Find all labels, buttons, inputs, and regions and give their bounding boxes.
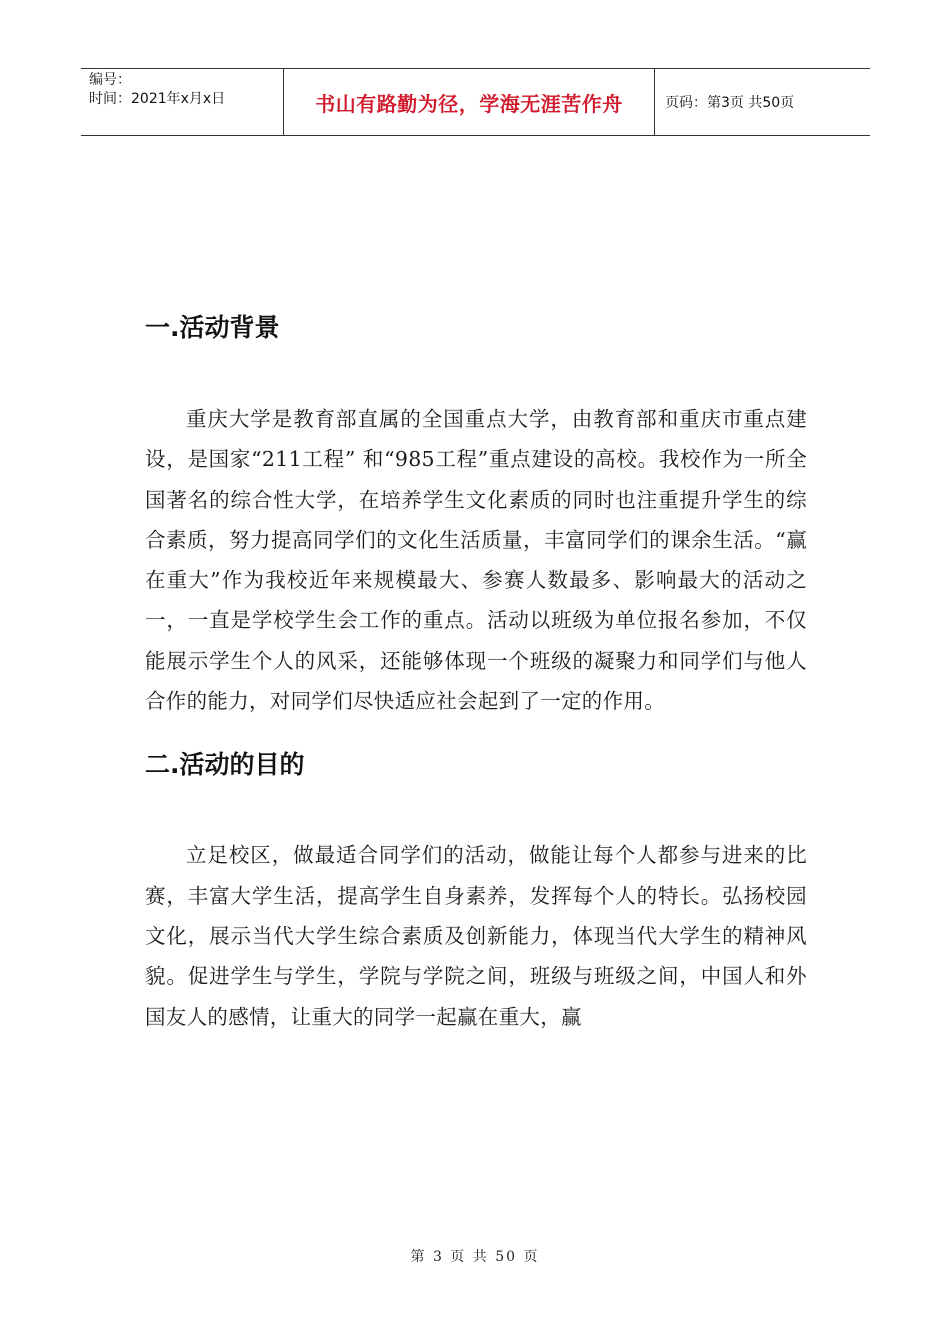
page-footer: 第 3 页 共 50 页 — [410, 1249, 540, 1265]
section-heading-background: 一.活动背景 — [145, 313, 280, 342]
document-header — [81, 68, 870, 136]
serial-number-label: 编号： — [89, 72, 131, 88]
header-motto: 书山有路勤为径，学海无涯苦作舟 — [283, 69, 655, 135]
header-meta — [81, 69, 283, 135]
date-label: 时间：2021年x月x日 — [89, 91, 226, 107]
header-page-info: 页码：第3页 共50页 — [665, 95, 795, 111]
section-heading-purpose: 二.活动的目的 — [145, 750, 305, 780]
section-paragraph-purpose: 立足校区，做最适合同学们的活动，做能让每个人都参与进来的比赛，丰富大学生活，提高学生自身素养，发挥每个人的特长。弘扬校园文化，展示当代大学生综合素质及创新能力，体现当代大学生的精神风貌。促进学生与学生，学院与学院之间，班级与班级之间，中国人和外国友人的感情，让重大的同学一起赢在重大，赢 — [145, 843, 807, 1029]
section-paragraph-background: 重庆大学是教育部直属的全国重点大学，由教育部和重庆市重点建设，是国家“211工程” 和“985工程”重点建设的高校。我校作为一所全国著名的综合性大学，在培养学生文化素质的同时也注重提升学生的综合素质，努力提高同学们的文化生活质量，丰富同学们的课余生活。“赢在重大”作为我校近年来规模最大、参赛人数最多、影响最大的活动之一，一直是学校学生会工作的重点。活动以班级为单位报名参加，不仅能展示学生个人的风采，还能够体现一个班级的凝聚力和同学们与他人合作的能力，对同学们尽快适应社会起到了一定的作用。 — [145, 407, 807, 714]
document-body — [145, 305, 807, 1037]
